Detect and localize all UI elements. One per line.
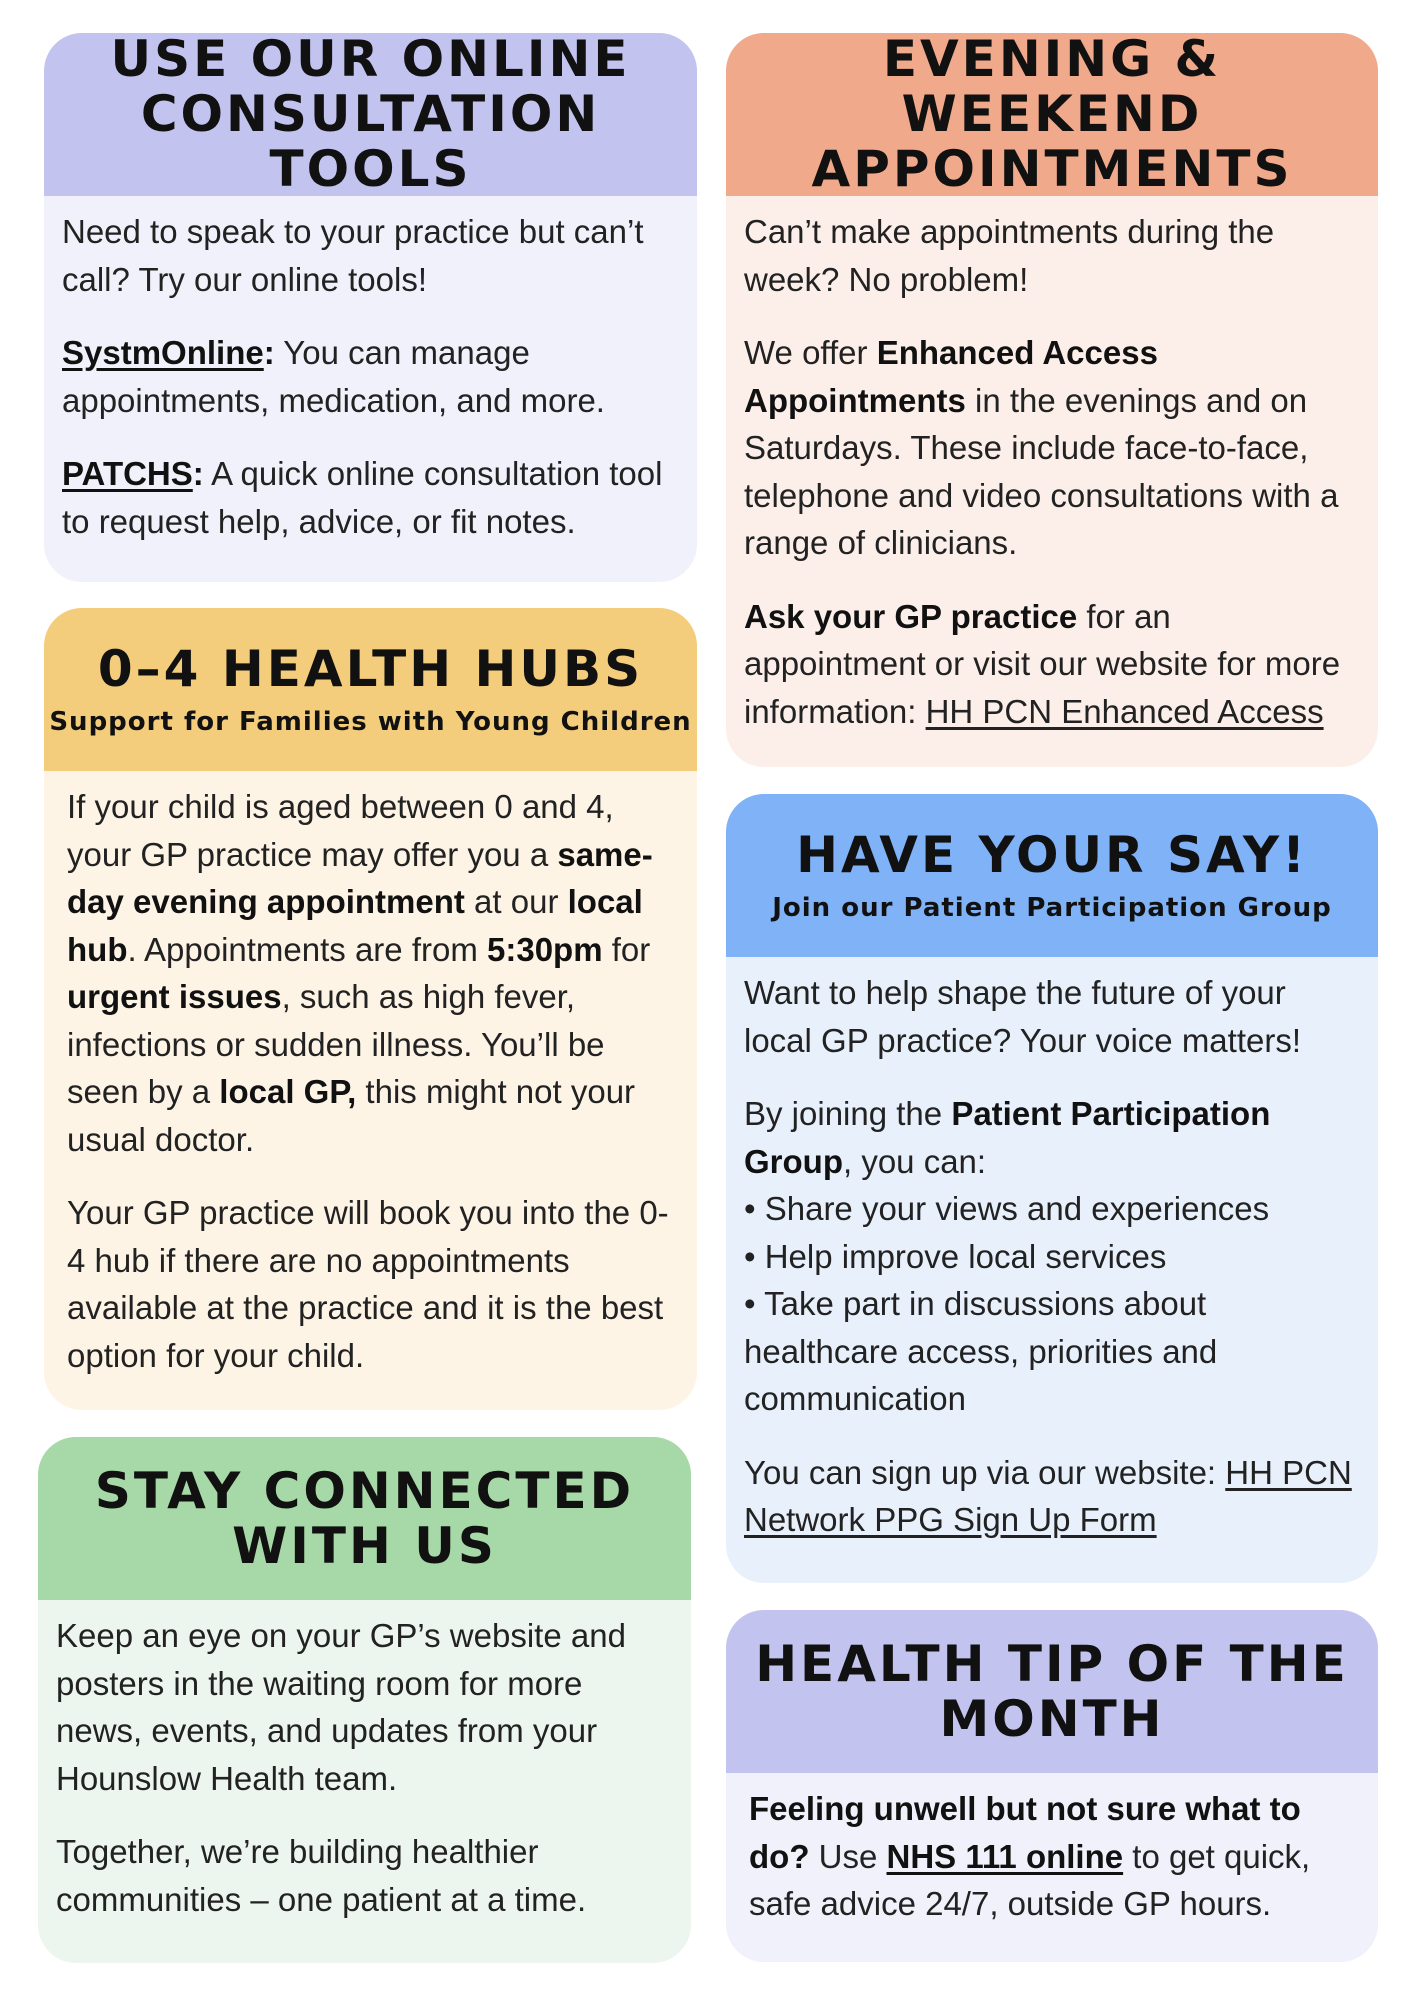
nhs-111-link[interactable]: NHS 111 online bbox=[886, 1837, 1124, 1875]
patchs-paragraph: PATCHS: A quick online consultation tool to request help, advice, or fit notes. bbox=[62, 455, 663, 540]
stay-connected-title: STAY CONNECTED WITH US bbox=[94, 1461, 635, 1575]
health-tip-paragraph: Feeling unwell but not sure what to do? Use NHS 111 online to get quick, safe advice 24/7, outside GP hours. bbox=[749, 1790, 1311, 1922]
health-hubs-paragraph-1: If your child is aged between 0 and 4, your GP practice may offer you a same-day evening appointment at our local hub. Appointments are from 5:30pm for urgent issues, such as high fever, infections or sudden illness. You’ll be seen by a local GP, this might not your usual doctor. bbox=[67, 788, 653, 1158]
online-tools-header bbox=[44, 33, 697, 196]
have-your-say-intro: Want to help shape the future of your local GP practice? Your voice matters! bbox=[744, 974, 1302, 1059]
have-your-say-subtitle: Join our Patient Participation Group bbox=[772, 893, 1332, 923]
health-hubs-header bbox=[44, 608, 697, 771]
health-tip-title: HEALTH TIP OF THE MONTH bbox=[755, 1634, 1349, 1748]
online-tools-intro: Need to speak to your practice but can’t call? Try our online tools! bbox=[62, 213, 644, 298]
health-hubs-card bbox=[44, 608, 697, 1410]
have-your-say-body bbox=[726, 957, 1378, 1544]
stay-connected-body bbox=[38, 1600, 691, 1923]
health-hubs-paragraph-2: Your GP practice will book you into the 0-4 hub if there are no appointments available at the practice and it is the best option for your child. bbox=[67, 1194, 669, 1374]
stay-connected-paragraph-1: Keep an eye on your GP’s website and posters in the waiting room for more news, events, and updates from your Hounslow Health team. bbox=[56, 1617, 626, 1797]
health-tip-body bbox=[726, 1773, 1378, 1928]
evening-weekend-card bbox=[726, 33, 1378, 767]
health-hubs-body bbox=[44, 771, 697, 1379]
ask-gp-paragraph: Ask your GP practice for an appointment or visit our website for more information: HH PCN Enhanced Access bbox=[744, 597, 1341, 730]
list-item-continuation: healthcare access, priorities and communication bbox=[744, 1332, 1218, 1417]
health-tip-header bbox=[726, 1610, 1378, 1773]
have-your-say-card bbox=[726, 794, 1378, 1583]
online-tools-title: USE OUR ONLINE CONSULTATION TOOLS bbox=[110, 33, 631, 198]
stay-connected-card bbox=[38, 1437, 691, 1963]
systmonline-paragraph: SystmOnline: You can manage appointments, medication, and more. bbox=[62, 334, 605, 419]
enhanced-access-link[interactable]: HH PCN Enhanced Access bbox=[925, 692, 1324, 730]
evening-weekend-header bbox=[726, 33, 1378, 196]
have-your-say-title: HAVE YOUR SAY! bbox=[796, 826, 1308, 884]
have-your-say-header bbox=[726, 794, 1378, 957]
list-item: • Help improve local services bbox=[744, 1237, 1167, 1275]
signup-paragraph: You can sign up via our website: HH PCN Network PPG Sign Up Form bbox=[744, 1453, 1352, 1538]
enhanced-access-paragraph: We offer Enhanced Access Appointments in the evenings and on Saturdays. These include face-to-face, telephone and video consultations with a range of clinicians. bbox=[744, 334, 1339, 561]
stay-connected-header bbox=[38, 1437, 691, 1600]
health-hubs-subtitle: Support for Families with Young Children bbox=[49, 707, 692, 737]
evening-weekend-title: EVENING & WEEKEND APPOINTMENTS bbox=[811, 33, 1293, 198]
online-tools-body bbox=[44, 196, 697, 545]
health-hubs-title: 0–4 HEALTH HUBS bbox=[97, 640, 644, 698]
ppg-paragraph: By joining the Patient Participation Group, you can: • Share your views and experiences • Help improve local services • Take part in discussions about healthcare access, priorities and communication bbox=[744, 1090, 1360, 1423]
patchs-link[interactable]: PATCHS bbox=[62, 455, 193, 492]
list-item: • Take part in discussions about bbox=[744, 1285, 1207, 1322]
systmonline-link[interactable]: SystmOnline bbox=[62, 334, 264, 371]
evening-weekend-body bbox=[726, 196, 1378, 735]
online-tools-card bbox=[44, 33, 697, 582]
stay-connected-paragraph-2: Together, we’re building healthier communities – one patient at a time. bbox=[56, 1833, 587, 1918]
evening-intro: Can’t make appointments during the week? No problem! bbox=[744, 213, 1275, 298]
ppg-signup-link[interactable]: HH PCN Network PPG Sign Up Form bbox=[744, 1453, 1352, 1538]
list-item: • Share your views and experiences bbox=[744, 1190, 1270, 1227]
health-tip-card bbox=[726, 1610, 1378, 1962]
